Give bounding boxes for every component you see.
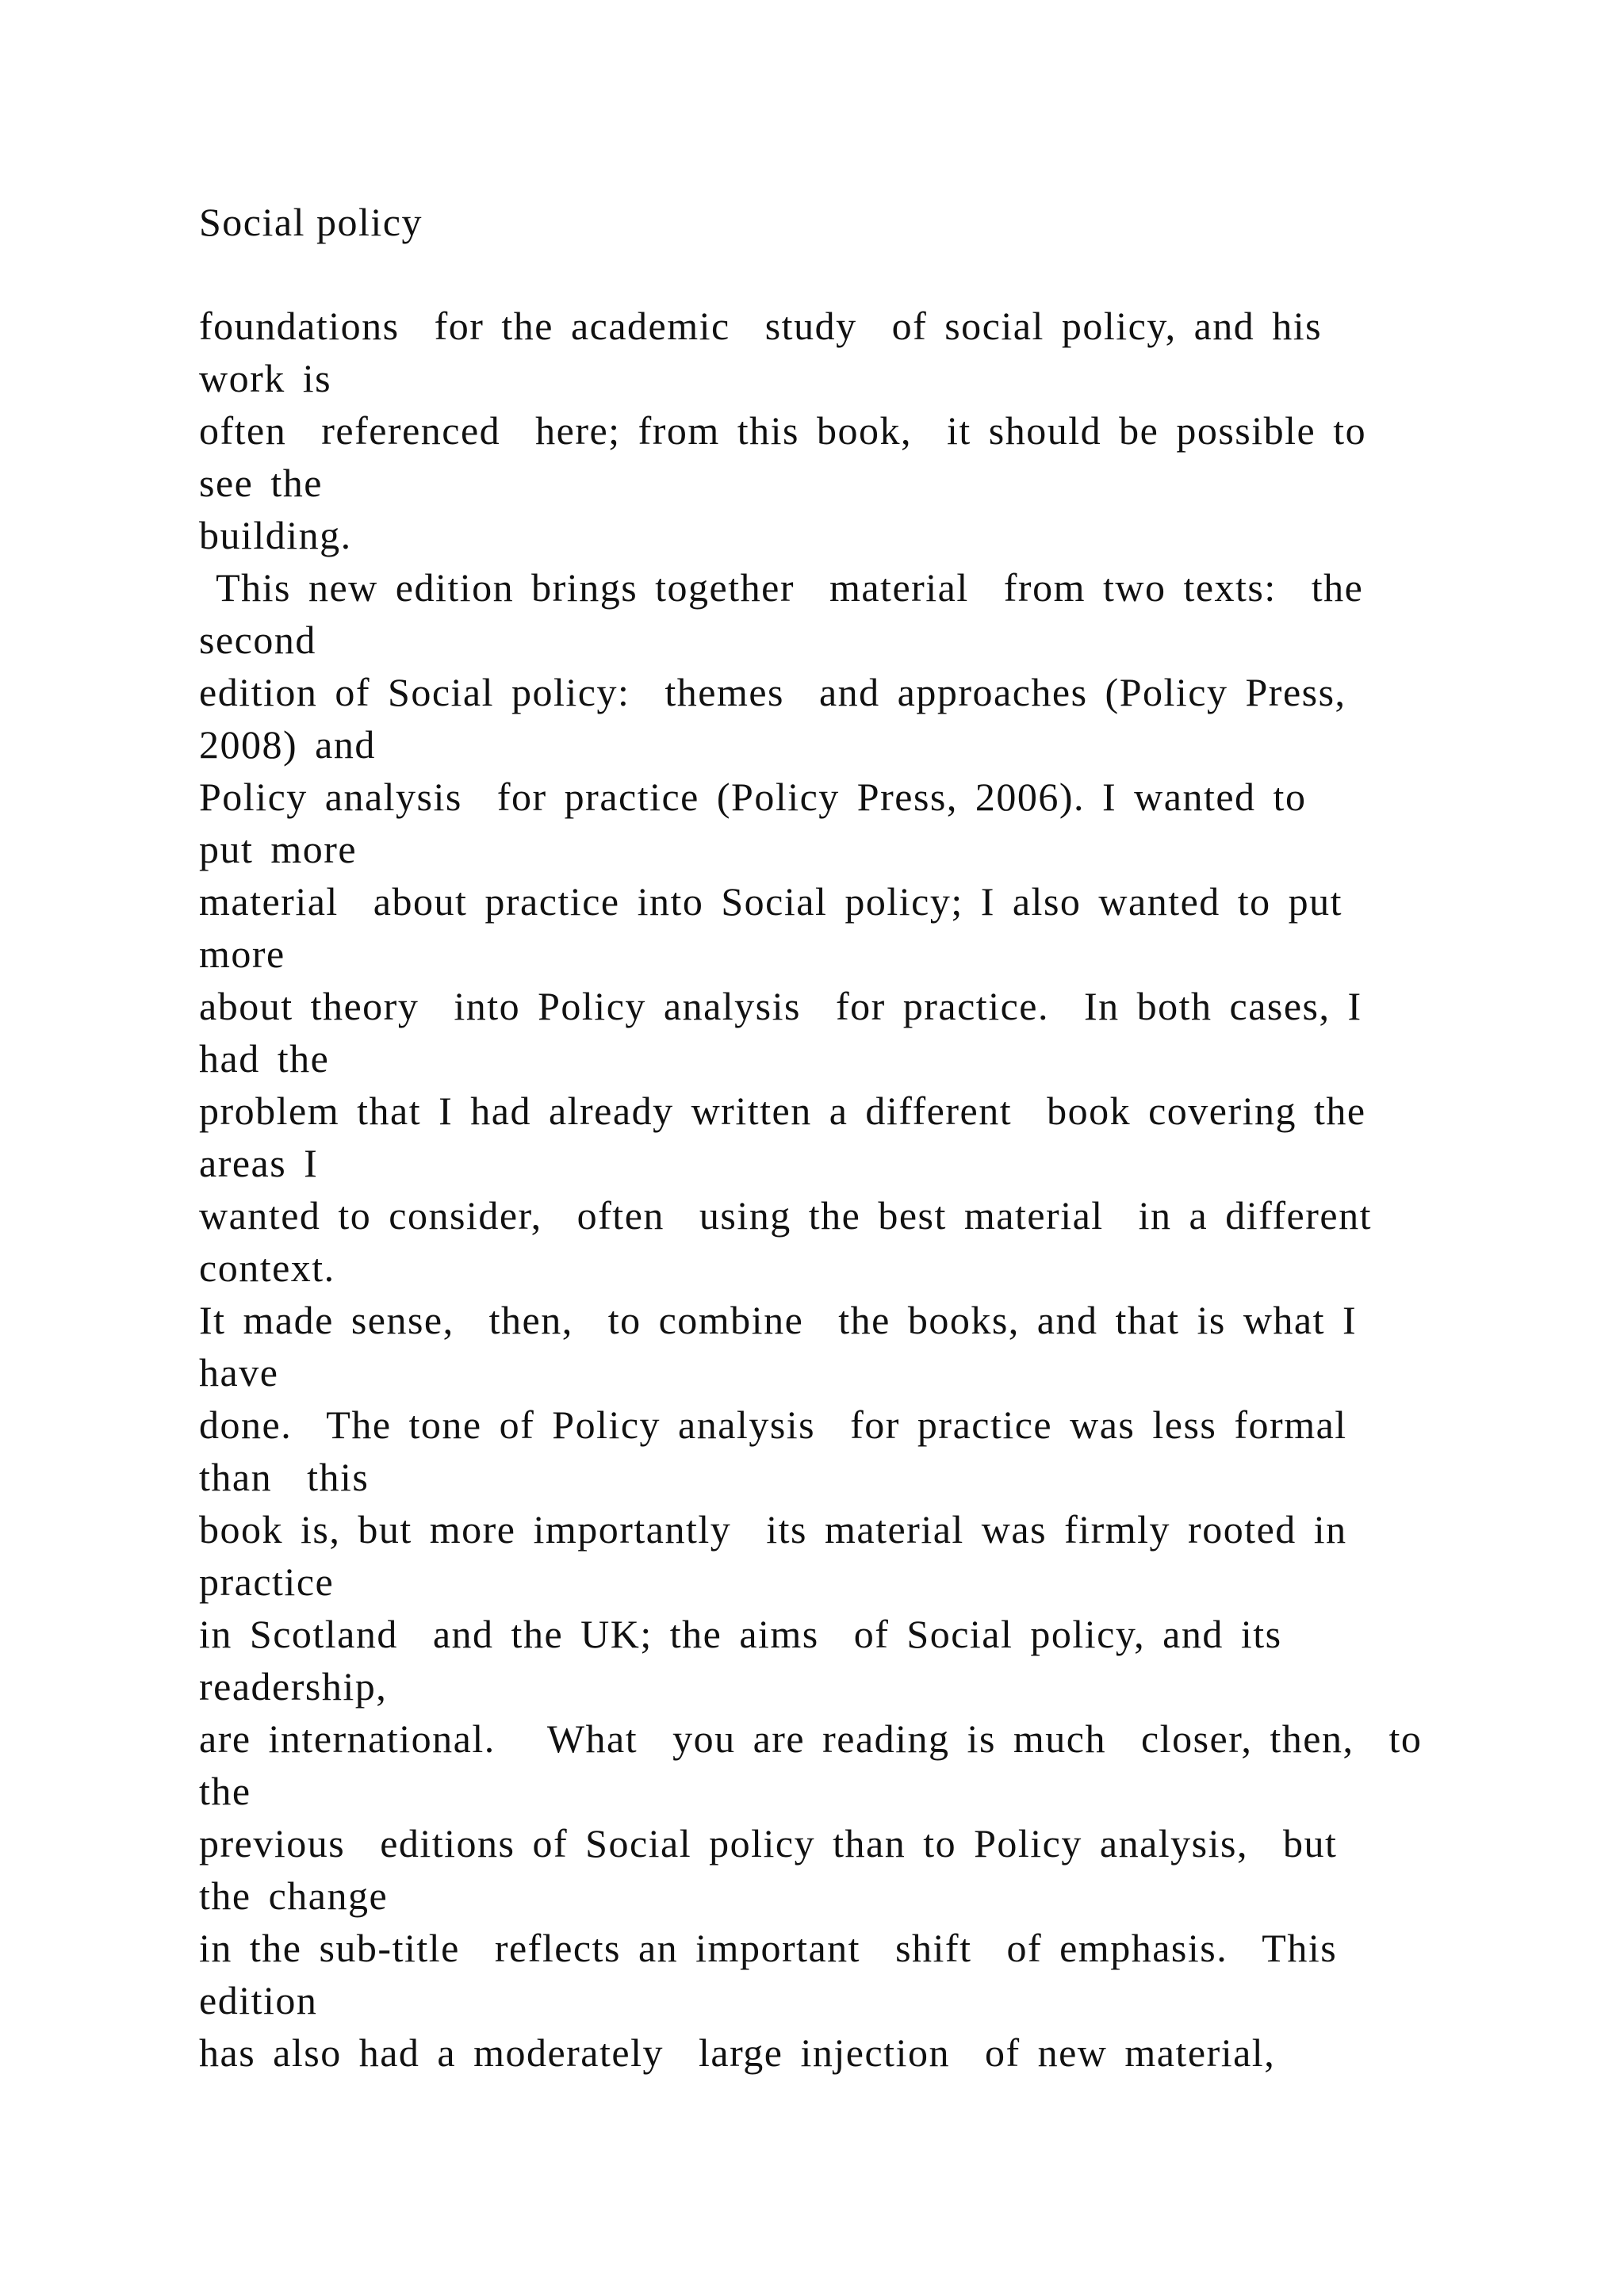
text-line: problem that I had already written a different book covering the	[199, 1089, 1366, 1133]
text-line: in Scotland and the UK; the aims of Social policy, and its	[199, 1612, 1282, 1656]
text-line: in the sub-title reflects an important shift of emphasis. This	[199, 1926, 1338, 1970]
text-line: edition	[199, 1978, 318, 2022]
text-line: the	[199, 1769, 251, 1813]
text-line: see the	[199, 461, 323, 505]
text-line: had the	[199, 1036, 330, 1081]
text-line: It made sense, then, to combine the books, and that is what I	[199, 1298, 1358, 1342]
text-line: have	[199, 1350, 279, 1395]
text-line: the change	[199, 1873, 389, 1918]
text-line: than this	[199, 1455, 370, 1499]
text-line: Policy analysis for practice (Policy Press, 2006). I wanted to	[199, 775, 1307, 819]
body-text	[199, 300, 1507, 2079]
text-line: practice	[199, 1559, 335, 1604]
text-line: are international. What you are reading is much closer, then, to	[199, 1716, 1423, 1761]
text-line: done. The tone of Policy analysis for practice was less formal	[199, 1402, 1347, 1447]
text-line: context.	[199, 1246, 335, 1290]
text-line: areas I	[199, 1141, 319, 1185]
text-line: readership,	[199, 1664, 388, 1709]
text-line: work is	[199, 356, 332, 400]
text-line: often referenced here; from this book, it should be possible to	[199, 408, 1367, 453]
text-line: building.	[199, 513, 352, 557]
text-line: 2008) and	[199, 722, 376, 767]
text-line: This new edition brings together material from two texts: the	[199, 565, 1364, 610]
text-line: previous editions of Social policy than to Policy analysis, but	[199, 1821, 1338, 1866]
text-line: put more	[199, 827, 358, 871]
text-line: foundations for the academic study of social policy, and his	[199, 304, 1323, 348]
text-line: material about practice into Social policy; I also wanted to put	[199, 879, 1343, 924]
text-line: about theory into Policy analysis for practice. In both cases, I	[199, 984, 1362, 1028]
text-line: edition of Social policy: themes and approaches (Policy Press,	[199, 670, 1346, 714]
text-line: has also had a moderately large injection of new material,	[199, 2030, 1276, 2075]
page-title: Social policy	[199, 200, 423, 244]
text-line: more	[199, 932, 285, 976]
text-line: book is, but more importantly its material was firmly rooted in	[199, 1507, 1347, 1552]
text-line: second	[199, 618, 316, 662]
text-line: wanted to consider, often using the best material in a different	[199, 1193, 1372, 1238]
